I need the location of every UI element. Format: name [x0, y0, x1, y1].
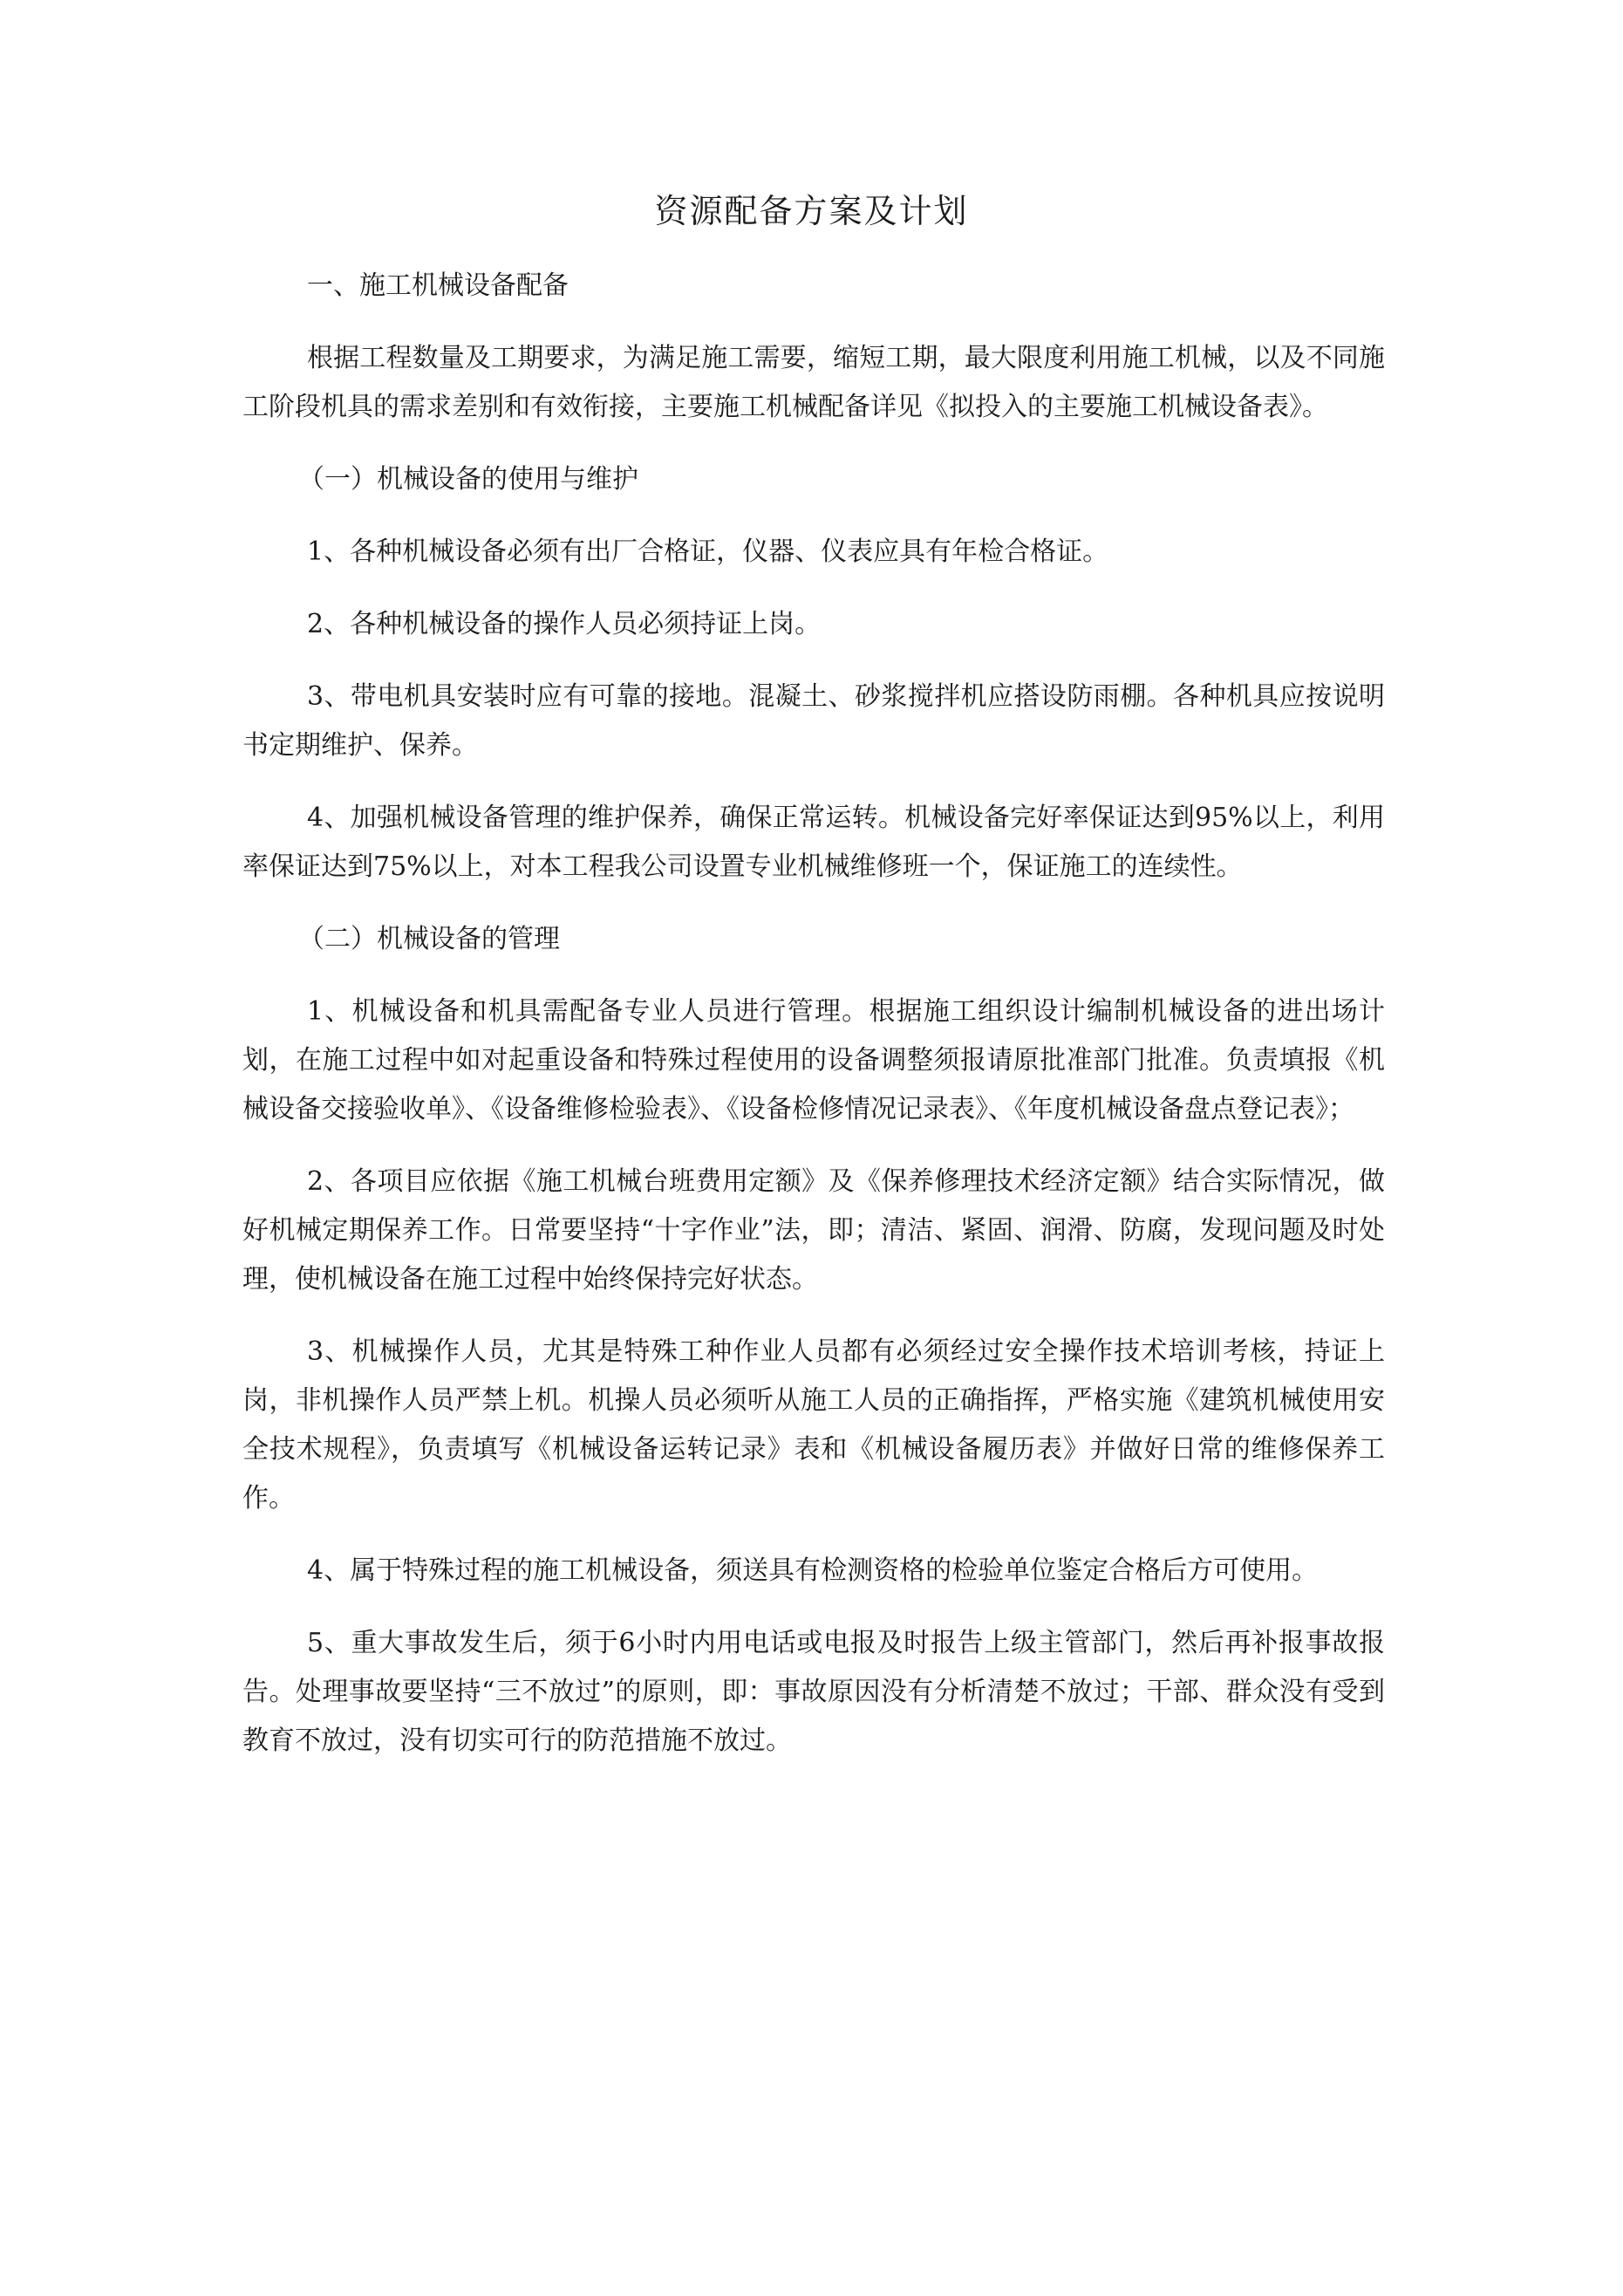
- paragraph: 3、机械操作人员，尤其是特殊工种作业人员都有必须经过安全操作技术培训考核，持证上岗，非机操作人员严禁上机。机操人员必须听从施工人员的正确指挥，严格实施《建筑机械使用安全技术规程》，负责填写《机械设备运转记录》表和《机械设备履历表》并做好日常的维修保养工作。: [242, 1336, 1385, 1514]
- paragraph: 5、重大事故发生后，须于6小时内用电话或电报及时报告上级主管部门，然后再补报事故报告。处理事故要坚持“三不放过”的原则，即：事故原因没有分析清楚不放过；干部、群众没有受到教育不放过，没有切实可行的防范措施不放过。: [242, 1628, 1385, 1756]
- paragraph: 4、属于特殊过程的施工机械设备，须送具有检测资格的检验单位鉴定合格后方可使用。: [307, 1555, 1319, 1586]
- document-title: 资源配备方案及计划: [654, 192, 969, 230]
- paragraph: 根据工程数量及工期要求，为满足施工需要，缩短工期，最大限度利用施工机械，以及不同施工阶段机具的需求差别和有效衔接，主要施工机械配备详见《拟投入的主要施工机械设备表》。: [242, 343, 1385, 422]
- paragraph: 2、各项目应依据《施工机械台班费用定额》及《保养修理技术经济定额》结合实际情况，做好机械定期保养工作。日常要坚持“十字作业”法，即；清洁、紧固、润滑、防腐，发现问题及时处理，使机械设备在施工过程中始终保持完好状态。: [242, 1166, 1385, 1295]
- section-heading: 一、施工机械设备配备: [307, 270, 569, 301]
- paragraph: 1、机械设备和机具需配备专业人员进行管理。根据施工组织设计编制机械设备的进出场计划，在施工过程中如对起重设备和特殊过程使用的设备调整须报请原批准部门批准。负责填报《机械设备交接验收单》、《设备维修检验表》、《设备检修情况记录表》、《年度机械设备盘点登记表》；: [242, 996, 1385, 1124]
- paragraph: 3、带电机具安装时应有可靠的接地。混凝土、砂浆搅拌机应搭设防雨棚。各种机具应按说明书定期维护、保养。: [242, 681, 1385, 761]
- subsection-heading: （二）机械设备的管理: [298, 924, 560, 954]
- paragraph: 2、各种机械设备的操作人员必须持证上岗。: [307, 609, 822, 639]
- paragraph: 1、各种机械设备必须有出厂合格证，仪器、仪表应具有年检合格证。: [307, 536, 1109, 567]
- paragraph: 4、加强机械设备管理的维护保养，确保正常运转。机械设备完好率保证达到95%以上，利用率保证达到75%以上，对本工程我公司设置专业机械维修班一个，保证施工的连续性。: [242, 803, 1385, 882]
- subsection-heading: （一）机械设备的使用与维护: [298, 464, 638, 495]
- document-body: [242, 262, 1385, 1766]
